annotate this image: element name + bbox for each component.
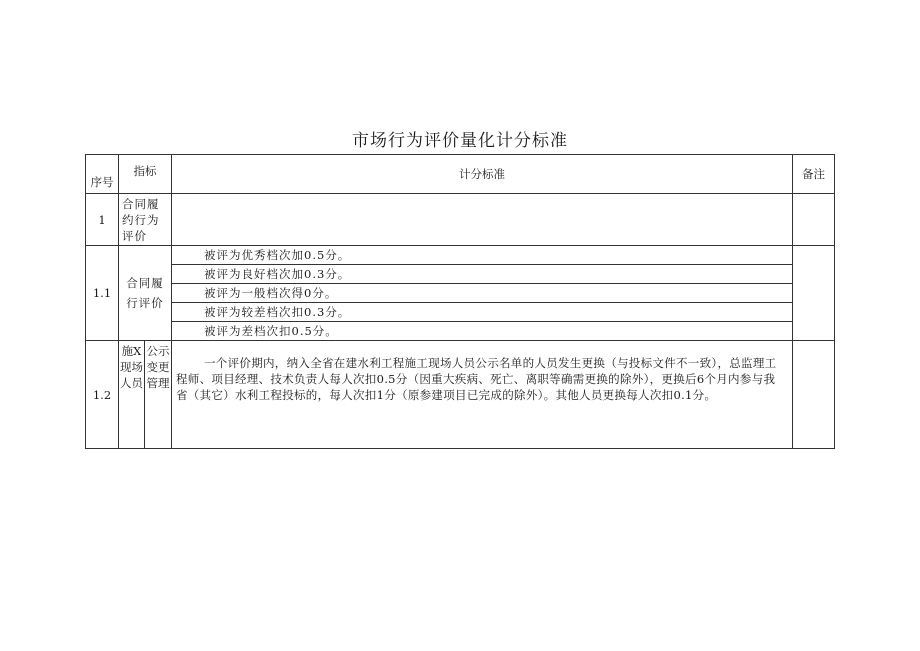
row-remark [793, 246, 835, 341]
row-indicator: 合同履行评价 [119, 246, 172, 341]
header-indicator: 指标 [119, 155, 172, 194]
row-criteria [172, 194, 793, 246]
header-remark: 备注 [793, 155, 835, 194]
page-title: 市场行为评价量化计分标准 [352, 131, 568, 151]
scoring-table [85, 154, 835, 449]
row-indicator: 合同履约行为评价 [119, 194, 172, 246]
row-indicator-primary: 施X现场人员 [119, 341, 145, 449]
row-seq: 1 [86, 194, 119, 246]
table-row [86, 265, 835, 284]
header-seq: 序号 [86, 155, 119, 194]
criteria-line-poor: 被评为较差档次扣0.3分。 [172, 303, 793, 322]
table-row [86, 322, 835, 341]
row-indicator-secondary: 公示变更管理 [145, 341, 172, 449]
criteria-line-average: 被评为一般档次得0分。 [172, 284, 793, 303]
row-seq: 1.1 [86, 246, 119, 341]
criteria-line-good: 被评为良好档次加0.3分。 [172, 265, 793, 284]
table-row [86, 284, 835, 303]
criteria-line-bad: 被评为差档次扣0.5分。 [172, 322, 793, 341]
criteria-line-excellent: 被评为优秀档次加0.5分。 [172, 246, 793, 265]
table-row [86, 194, 835, 246]
row-seq: 1.2 [86, 341, 119, 449]
table-header-row [86, 155, 835, 194]
table-row [86, 303, 835, 322]
table-row [86, 341, 835, 449]
row-remark [793, 194, 835, 246]
row-remark [793, 341, 835, 449]
row-criteria: 一个评价期内，纳入全省在建水利工程施工现场人员公示名单的人员发生更换（与投标文件不一致），总监理工程师、项目经理、技术负责人每人次扣0.5分（因重大疾病、死亡、离职等确需更换的除外），更换后6个月内参与我省（其它）水利工程投标的，每人次扣1分（原参建项目已完成的除外）。其他人员更换每人次扣0.1分。 [172, 341, 793, 449]
header-criteria: 计分标准 [172, 155, 793, 194]
table-row [86, 246, 835, 265]
